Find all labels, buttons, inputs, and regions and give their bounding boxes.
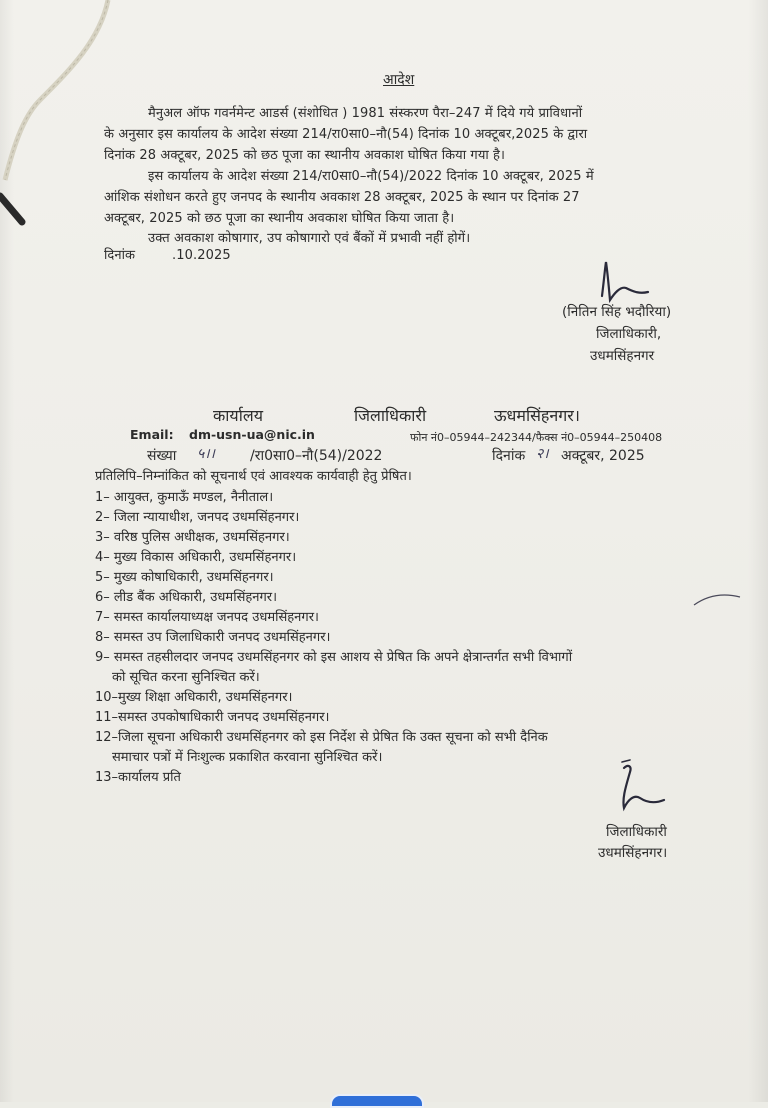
order-signatory-district: उधमसिंहनगर [590, 348, 655, 364]
recipient-7: 7– समस्त कार्यालयाध्यक्ष जनपद उधमसिंहनगर। [95, 610, 319, 625]
phone-fax: फोन नं0–05944–242344/फैक्स नं0–05944–250408 [410, 431, 663, 444]
copy-date-label: दिनांक [492, 448, 526, 464]
recipient-10: 10–मुख्य शिक्षा अधिकारी, उधमसिंहनगर। [95, 690, 293, 705]
order-para1-line3: दिनांक 28 अक्टूबर, 2025 को छठ पूजा का स्थानीय अवकाश घोषित किया गया है। [104, 148, 506, 163]
copy-date-rest: अक्टूबर, 2025 [561, 448, 645, 464]
copy-number-handwritten: ५।। [197, 446, 215, 462]
order-para1-line2: के अनुसार इस कार्यालय के आदेश संख्या 214/रा0सा0–नौ(54) दिनांक 10 अक्टूबर,2025 के द्वारा [104, 127, 588, 142]
order-signatory-designation: जिलाधिकारी, [596, 326, 662, 342]
pen-mark [690, 585, 750, 615]
order-para2-line3: अक्टूबर, 2025 को छठ पूजा का स्थानीय अवकाश घोषित किया जाता है। [104, 211, 455, 226]
order-para3: उक्त अवकाश कोषागार, उप कोषागारो एवं बैंकों में प्रभावी नहीं होगें। [148, 231, 471, 246]
copy-office-district: ऊधमसिंहनगर। [494, 406, 580, 425]
recipient-6: 6– लीड बैंक अधिकारी, उधमसिंहनगर। [95, 590, 278, 605]
order-title: आदेश [383, 72, 415, 88]
order-date-value: .10.2025 [172, 248, 231, 263]
recipient-12-cont: समाचार पत्रों में निःशुल्क प्रकाशित करवाना सुनिश्चित करें। [112, 750, 383, 765]
recipient-11: 11–समस्त उपकोषाधिकारी जनपद उधमसिंहनगर। [95, 710, 330, 725]
copy-reference: /रा0सा0–नौ(54)/2022 [250, 448, 383, 464]
recipient-1: 1– आयुक्त, कुमाऊँ मण्डल, नैनीताल। [95, 490, 274, 505]
copy-intro: प्रतिलिपि–निम्नांकित को सूचनार्थ एवं आवश्यक कार्यवाही हेतु प्रेषित। [95, 469, 412, 484]
recipient-4: 4– मुख्य विकास अधिकारी, उधमसिंहनगर। [95, 550, 297, 565]
recipient-2: 2– जिला न्यायाधीश, जनपद उधमसिंहनगर। [95, 510, 300, 525]
page-edge-shadow [748, 0, 768, 1102]
copy-office-designation: जिलाधिकारी [354, 406, 427, 425]
order-para2-line2: आंशिक संशोधन करते हुए जनपद के स्थानीय अवकाश 28 अक्टूबर, 2025 के स्थान पर दिनांक 27 [104, 190, 580, 205]
copy-sign-district: उधमसिंहनगर। [598, 845, 668, 861]
recipient-8: 8– समस्त उप जिलाधिकारी जनपद उधमसिंहनगर। [95, 630, 331, 645]
recipient-12: 12–जिला सूचना अधिकारी उधमसिंहनगर को इस निर्देश से प्रेषित कि उक्त सूचना को सभी दैनिक [95, 730, 548, 745]
copy-date-handwritten: २। [536, 446, 549, 462]
recipient-3: 3– वरिष्ठ पुलिस अधीक्षक, उधमसिंहनगर। [95, 530, 290, 545]
copy-sign-designation: जिलाधिकारी [606, 824, 667, 840]
order-date-label: दिनांक [104, 248, 136, 263]
copy-office-word: कार्यालय [213, 406, 263, 425]
recipient-9: 9– समस्त तहसीलदार जनपद उधमसिंहनगर को इस आशय से प्रेषित कि अपने क्षेत्रान्तर्गत सभी विभागों [95, 650, 573, 665]
email-label: Email: [130, 427, 174, 442]
recipient-9-cont: को सूचित करना सुनिश्चित करें। [112, 670, 260, 685]
order-para1-line1: मैनुअल ऑफ गवर्नमेन्ट आडर्स (संशोधित ) 1981 संस्करण पैरा–247 में दिये गये प्राविधानों [148, 106, 583, 121]
order-para2-line1: इस कार्यालय के आदेश संख्या 214/रा0सा0–नौ(54)/2022 दिनांक 10 अक्टूबर, 2025 में [148, 169, 594, 184]
order-signatory-name: (नितिन सिंह भदौरिया) [562, 304, 672, 320]
binding-thread [0, 0, 120, 240]
bottom-blue-object [330, 1094, 424, 1108]
recipient-13: 13–कार्यालय प्रति [95, 770, 181, 785]
recipient-5: 5– मुख्य कोषाधिकारी, उधमसिंहनगर। [95, 570, 274, 585]
signature-2 [606, 758, 676, 822]
email-value: dm-usn-ua@nic.in [189, 427, 315, 442]
copy-number-label: संख्या [147, 448, 177, 464]
